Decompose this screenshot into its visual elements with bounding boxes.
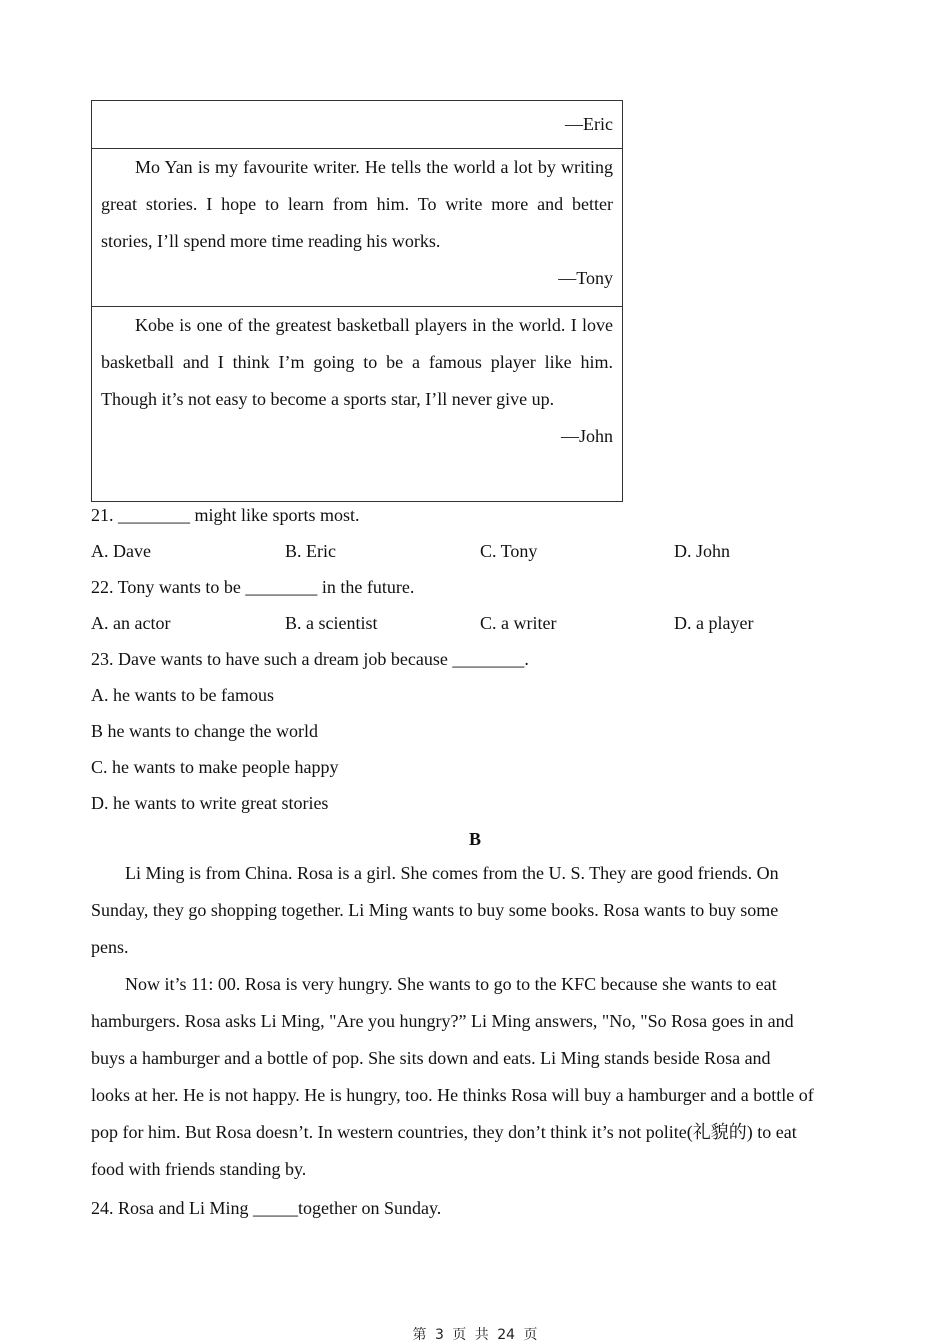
signature: —Eric [565, 114, 613, 134]
option-a: A. Dave [91, 541, 151, 561]
passage-line: hamburgers. Rosa asks Li Ming, "Are you hungry?” Li Ming answers, "No, "So Rosa goes in and [91, 1011, 794, 1031]
passage-line: pop for him. But Rosa doesn’t. In western countries, they don’t think it’s not polite(礼貌的) to eat [91, 1122, 797, 1142]
page-footer: 第 3 页 共 24 页 [412, 1327, 538, 1343]
option-b: B he wants to change the world [91, 721, 318, 741]
passage-line: Now it’s 11: 00. Rosa is very hungry. She wants to go to the KFC because she wants to eat [125, 974, 777, 994]
letters-table [91, 100, 623, 502]
question-22: 22. Tony wants to be ________ in the future. [91, 577, 415, 597]
passage-paragraph-2 [91, 966, 814, 1188]
question-23: 23. Dave wants to have such a dream job because ________. [91, 649, 529, 669]
option-c: C. Tony [480, 541, 538, 561]
passage-line: food with friends standing by. [91, 1159, 307, 1179]
passage-line: buys a hamburger and a bottle of pop. She sits down and eats. Li Ming stands beside Rosa and [91, 1048, 771, 1068]
signature: —Tony [558, 268, 613, 288]
passage-line: Li Ming is from China. Rosa is a girl. She comes from the U. S. They are good friends. On [125, 863, 779, 883]
option-b: B. a scientist [285, 613, 378, 633]
question-24: 24. Rosa and Li Ming _____together on Sunday. [91, 1198, 442, 1218]
option-c: C. he wants to make people happy [91, 757, 339, 777]
option-d: D. he wants to write great stories [91, 793, 329, 813]
question-21: 21. ________ might like sports most. [91, 505, 360, 525]
table-row-tony [92, 148, 622, 306]
option-a: A. he wants to be famous [91, 685, 274, 705]
letter-text: Kobe is one of the greatest basketball players in the world. I love basketball and I think I’m going to be a famous player like him. Though it’s not easy to become a sports star, I’ll never give up. [101, 315, 613, 409]
table-row-john [92, 306, 622, 501]
passage-line: Sunday, they go shopping together. Li Ming wants to buy some books. Rosa wants to buy some [91, 900, 779, 920]
option-b: B. Eric [285, 541, 336, 561]
table-row-eric [92, 101, 622, 148]
passage-paragraph-1 [91, 855, 779, 966]
option-d: D. John [674, 541, 731, 561]
option-c: C. a writer [480, 613, 557, 633]
passage-line: pens. [91, 937, 129, 957]
section-heading: B [468, 829, 481, 849]
option-d: D. a player [674, 613, 754, 633]
passage-line: looks at her. He is not happy. He is hungry, too. He thinks Rosa will buy a hamburger and a bottle of [91, 1085, 814, 1105]
signature: —John [560, 426, 613, 446]
option-a: A. an actor [91, 613, 171, 633]
letter-text: Mo Yan is my favourite writer. He tells the world a lot by writing great stories. I hope to learn from him. To write more and better stories, I’ll spend more time reading his works. [101, 157, 613, 251]
